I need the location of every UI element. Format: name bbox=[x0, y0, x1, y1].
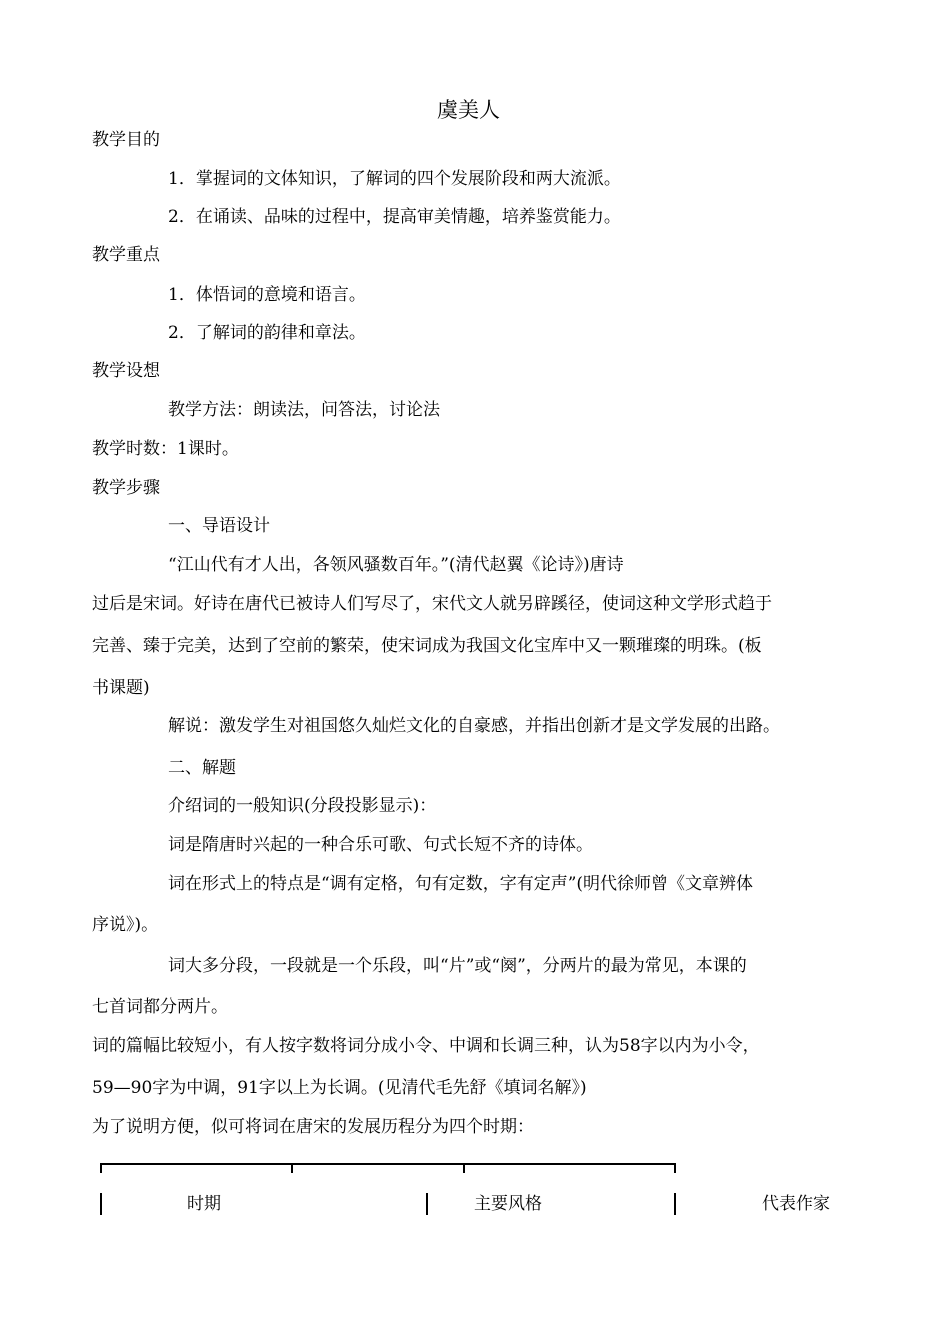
teaching-method: 教学方法：朗读法，问答法，讨论法 bbox=[168, 400, 440, 420]
step1-paragraph-line: 完善、臻于完美，达到了空前的繁荣，使宋词成为我国文化宝库中又一颗璀璨的明珠。(板 bbox=[92, 636, 762, 656]
teaching-hours: 教学时数：1课时。 bbox=[92, 439, 239, 459]
table-tick bbox=[463, 1163, 465, 1173]
table-top-rule bbox=[100, 1163, 676, 1165]
table-divider bbox=[100, 1193, 102, 1215]
goal-item-1: 1．掌握词的文体知识，了解词的四个发展阶段和两大流派。 bbox=[168, 169, 621, 189]
focus-item-2: 2．了解词的韵律和章法。 bbox=[168, 323, 366, 343]
page-title: 虞美人 bbox=[437, 98, 500, 122]
step2-form-line: 词在形式上的特点是“调有定格，句有定数，字有定声”(明代徐师曾《文章辨体 bbox=[168, 874, 754, 894]
table-header-authors: 代表作家 bbox=[762, 1194, 830, 1214]
table-divider bbox=[426, 1193, 428, 1215]
step2-intro: 介绍词的一般知识(分段投影显示)： bbox=[168, 796, 437, 816]
table-header-period: 时期 bbox=[187, 1194, 221, 1214]
step2-form-line: 序说》)。 bbox=[92, 915, 159, 935]
step2-sections-line: 七首词都分两片。 bbox=[92, 997, 228, 1017]
step1-heading: 一、导语设计 bbox=[168, 516, 270, 536]
focus-item-1: 1．体悟词的意境和语言。 bbox=[168, 285, 366, 305]
step2-heading: 二、解题 bbox=[168, 758, 236, 778]
focus-heading: 教学重点 bbox=[92, 245, 160, 265]
table-tick bbox=[100, 1163, 102, 1173]
table-divider bbox=[674, 1193, 676, 1215]
design-heading: 教学设想 bbox=[92, 361, 160, 381]
table-tick bbox=[674, 1163, 676, 1173]
step2-length-line: 词的篇幅比较短小，有人按字数将词分成小令、中调和长调三种，认为58字以内为小令， bbox=[92, 1036, 760, 1056]
step2-definition: 词是隋唐时兴起的一种合乐可歌、句式长短不齐的诗体。 bbox=[168, 835, 593, 855]
step2-periods-intro: 为了说明方便，似可将词在唐宋的发展历程分为四个时期： bbox=[92, 1117, 534, 1137]
step1-paragraph-line: 书课题) bbox=[92, 678, 150, 698]
goals-heading: 教学目的 bbox=[92, 130, 160, 150]
step2-length-line: 59—90字为中调，91字以上为长调。(见清代毛先舒《填词名解》) bbox=[92, 1078, 587, 1098]
steps-heading: 教学步骤 bbox=[92, 478, 160, 498]
goal-item-2: 2．在诵读、品味的过程中，提高审美情趣，培养鉴赏能力。 bbox=[168, 207, 621, 227]
step1-explanation: 解说：激发学生对祖国悠久灿烂文化的自豪感，并指出创新才是文学发展的出路。 bbox=[168, 716, 780, 736]
step2-sections-line: 词大多分段，一段就是一个乐段，叫“片”或“阕”，分两片的最为常见，本课的 bbox=[168, 956, 747, 976]
table-tick bbox=[291, 1163, 293, 1173]
table-header-style: 主要风格 bbox=[474, 1194, 542, 1214]
step1-paragraph-line: 过后是宋词。好诗在唐代已被诗人们写尽了，宋代文人就另辟蹊径，使词这种文学形式趋于 bbox=[92, 594, 772, 614]
step1-paragraph-line: “江山代有才人出，各领风骚数百年。”(清代赵翼《论诗》)唐诗 bbox=[168, 555, 624, 575]
